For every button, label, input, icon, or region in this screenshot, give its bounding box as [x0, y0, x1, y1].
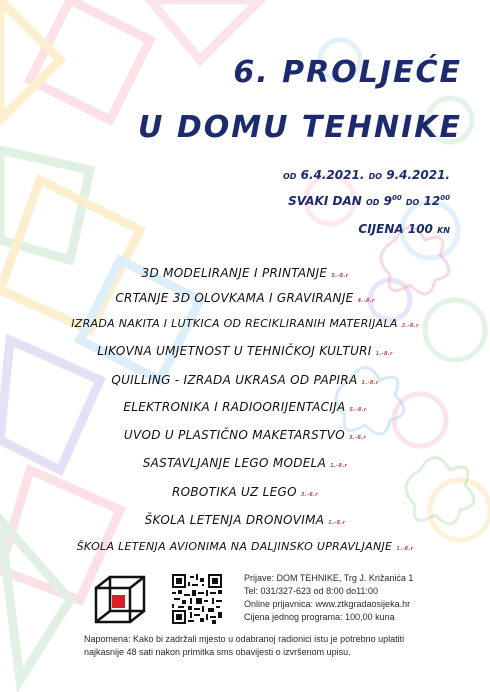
qr-code [172, 574, 222, 624]
workshop-name: ROBOTIKA UZ LEGO [172, 485, 297, 499]
workshop-grade: 3.-8.r [349, 435, 367, 441]
workshop-item [0, 400, 490, 414]
payment-note: Napomena: Kako bi zadržali mjesto u odabranoj radionici istu je potrebno uplatiti najkasnije 48 sati nakon primitka sms obavijesti o izvršenom upisu. [84, 634, 405, 657]
workshop-grade: 1.-8.r [396, 546, 414, 552]
contact-registration: Prijave: DOM TEHNIKE, Trg J. Križanića 1 [244, 573, 414, 583]
price-line [358, 222, 450, 236]
price-unit: KN [437, 226, 450, 235]
workshop-item [0, 513, 490, 527]
contact-info [244, 572, 413, 624]
workshop-name: UVOD U PLASTIČNO MAKETARSTVO [123, 428, 345, 442]
dates-to-word: DO [368, 172, 383, 181]
workshop-grade: 4.-8.r [357, 298, 375, 304]
workshop-item [0, 456, 490, 470]
workshop-name: 3D MODELIRANJE I PRINTANJE [141, 266, 328, 280]
workshop-name: ELEKTRONIKA I RADIOORIJENTACIJA [123, 400, 346, 414]
contact-online-link[interactable]: Online prijavnica: www.ztkgradaosijeka.hr [244, 599, 411, 609]
dates-line [283, 168, 450, 182]
date-to: 9.4.2021. [386, 168, 450, 182]
workshop-name: CRTANJE 3D OLOVKAMA I GRAVIRANJE [115, 291, 354, 305]
workshop-name: ŠKOLA LETENJA DRONOVIMA [144, 513, 325, 527]
time-to-word: DO [405, 198, 420, 207]
contact-price: Cijena jednog programa: 100,00 kuna [244, 612, 395, 622]
workshop-name: ŠKOLA LETENJA AVIONIMA NA DALJINSKO UPRAVLJANJE [76, 540, 393, 553]
title-line-1: 6. PROLJEĆE [233, 55, 462, 90]
daily-label: SVAKI DAN [288, 194, 362, 208]
workshop-item [0, 344, 490, 358]
time-from-word: OD [365, 198, 380, 207]
time-to-min: 00 [440, 194, 450, 202]
date-from: 6.4.2021. [300, 168, 365, 182]
price-label: CIJENA 100 [358, 222, 433, 236]
time-from-min: 00 [391, 194, 402, 202]
workshop-grade: 1.-8.r [328, 520, 346, 526]
contact-phone: Tel: 031/327-623 od 8:00 do11:00 [244, 586, 378, 596]
workshop-name: SASTAVLJANJE LEGO MODELA [142, 456, 327, 470]
workshop-item [0, 266, 490, 280]
workshop-grade: 1.-8.r [330, 463, 348, 469]
dates-from-word: OD [282, 172, 297, 181]
workshop-grade: 2.-8.r [401, 323, 419, 329]
time-from-hour: 9 [383, 194, 392, 208]
time-to-hour: 12 [423, 194, 441, 208]
workshop-item [0, 540, 490, 553]
workshop-name: IZRADA NAKITA I LUTKICA OD RECIKLIRANIH MATERIJALA [71, 317, 398, 330]
workshop-name: QUILLING - IZRADA UKRASA OD PAPIRA [111, 373, 358, 387]
workshop-item [0, 317, 490, 330]
workshop-grade: 5.-8.r [349, 407, 367, 413]
workshop-item [0, 485, 490, 499]
workshop-name: LIKOVNA UMJETNOST U TEHNIČKOJ KULTURI [97, 344, 372, 358]
title-line-2: U DOMU TEHNIKE [138, 110, 462, 145]
dom-tehnike-logo [92, 574, 150, 626]
workshop-item [0, 291, 490, 305]
workshop-grade: 1.-8.r [361, 380, 379, 386]
workshop-grade: 1.-8.r [375, 351, 393, 357]
time-line [288, 194, 450, 208]
workshop-grade: 5.-8.r [331, 273, 349, 279]
workshop-item [0, 428, 490, 442]
workshop-item [0, 373, 490, 387]
workshop-grade: 3.-8.r [300, 492, 318, 498]
